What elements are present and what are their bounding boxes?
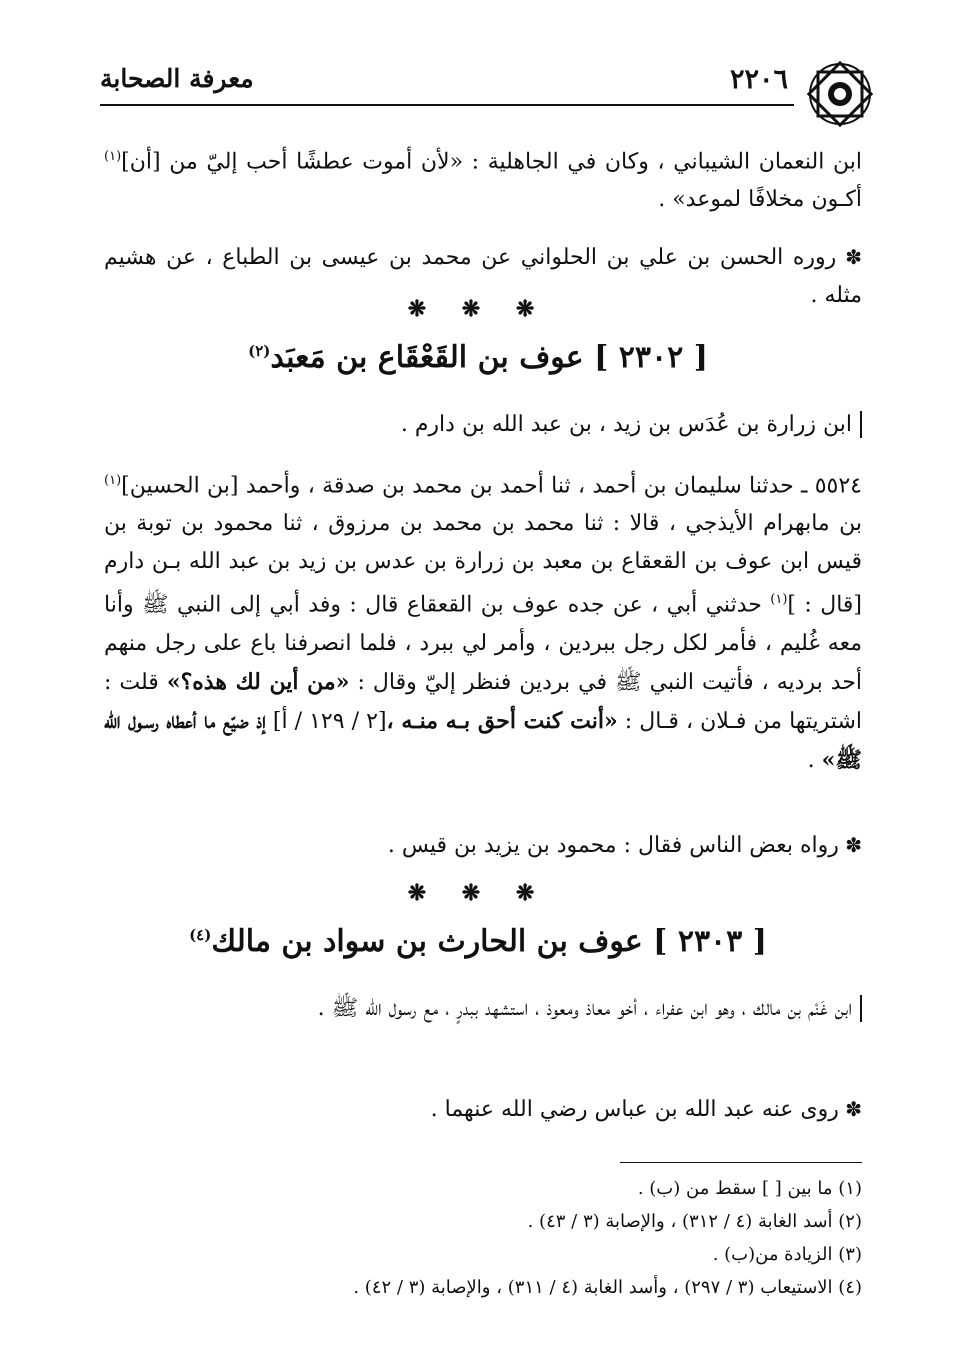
asterisk-marker: ✽ (838, 833, 862, 857)
footnote-ref: (٤) (189, 926, 212, 944)
entry-intro-2303 (104, 990, 862, 1028)
prophetic-quote: «أنت كنت أحق بـه منـه ، (386, 707, 618, 734)
paragraph-opening (104, 138, 862, 219)
entry-intro-text: ابن غَنْم بن مالك ، وهو ابن عفراء ، أخو معاذ ومعوذ ، استشهد ببدرٍ ، مع رسول الله ﷺ . (317, 996, 852, 1021)
footnote-2: (٢) أسد الغابة (٤ / ٣١٢) ، والإصابة (٣ / ٤٣) . (527, 1211, 862, 1232)
hadith-5524 (104, 462, 862, 780)
hadith-text: بن مابهرام الأيذجي ، قالا : ثنا محمد بن محمد بن مرزوق ، ثنا محمود بن توبة بن قيس ابن عوف بن القعقاع بن معبد بن زرارة بن عدس بن زيد بن عبد الله بـن دارم [قال : ] (104, 511, 863, 618)
prophetic-quote: «من أين لك هذه؟» (166, 668, 350, 695)
asterisk-marker: ✽ (836, 245, 862, 269)
paragraph-text: أكـون مخلافًا لموعد» . (658, 187, 862, 213)
hadith-text: . (807, 747, 822, 773)
entry-title-text: [ ٢٣٠٣ ] عوف بن الحارث بن سواد بن مالك (211, 924, 767, 959)
riwaya-line (104, 826, 862, 865)
manuscript-folio-ref: [٢ / ١٢٩ / أ] (265, 708, 387, 734)
footnote-rule (620, 1162, 862, 1163)
footnotes (104, 1172, 862, 1304)
prophetic-quote: إذ ضيّع ما أعطاه رسـول الله ﷺ» (104, 707, 862, 773)
square-marker-icon (860, 411, 862, 438)
footnote-3: (٣) الزيادة من(ب) . (712, 1244, 862, 1265)
riwaya-line (104, 1090, 862, 1129)
footnote-ref: (١) (104, 149, 122, 164)
entry-title-2302 (0, 340, 956, 375)
page-number: ٢٢٠٦ (729, 64, 788, 95)
section-separator: ❋ ❋ ❋ (407, 880, 549, 906)
running-title: معرفة الصحابة (100, 64, 254, 93)
footnote-1: (١) ما بين [ ] سقط من (ب) . (637, 1178, 862, 1199)
header-rule (100, 104, 794, 106)
entry-title-2303 (0, 924, 956, 959)
star-ornament-icon (804, 58, 876, 130)
riwaya-text: رواه بعض الناس فقال : محمود بن يزيد بن قيس . (387, 833, 839, 858)
asterisk-marker: ✽ (838, 1097, 862, 1121)
entry-intro-2302 (104, 406, 862, 444)
footnote-ref: (١) (104, 473, 122, 488)
footnote-4: (٤) الاستيعاب (٣ / ٢٩٧) ، وأسد الغابة (٤ / ٣١١) ، والإصابة (٣ / ٤٢) . (353, 1277, 862, 1298)
hadith-text: ٥٥٢٤ ـ حدثنا سليمان بن أحمد ، ثنا أحمد بن محمد بن صدقة ، وأحمد [بن الحسين] (121, 473, 862, 499)
riwaya-text: روى عنه عبد الله بن عباس رضي الله عنهما . (430, 1097, 839, 1122)
paragraph-text: ابن النعمان الشيباني ، وكان في الجاهلية : «لأن أموت عطشًا أحب إليّ من [أن] (121, 149, 862, 175)
square-marker-icon (860, 995, 862, 1022)
hadith-text: قلت : اشتريتها من فـلان ، قـال : (104, 669, 862, 734)
entry-intro-text: ابن زرارة بن عُدَس بن زيد ، بن عبد الله بن دارم . (400, 412, 852, 437)
hadith-text: حدثني أبي ، عن جده عوف بن القعقاع قال : وفد أبي إلى النبي ﷺ وأنا معه غُليم ، فأمر لكل رجل ببردين ، وأمر لي ببرد ، فلما انصرفنا باع على رجل منهم أحد برديه ، فأتيت النبي ﷺ في بردين فنظر إليّ وقال : (104, 592, 862, 695)
section-separator: ❋ ❋ ❋ (407, 296, 549, 322)
entry-title-text: [ ٢٣٠٢ ] عوف بن القَعْقَاع بن مَعبَد (270, 340, 708, 375)
footnote-ref: (١) (770, 592, 788, 608)
riwaya-text: روره الحسن بن علي بن الحلواني عن محمد بن عيسى بن الطباع ، عن هشيم مثله . (104, 245, 862, 308)
footnote-ref: (٢) (248, 342, 271, 360)
